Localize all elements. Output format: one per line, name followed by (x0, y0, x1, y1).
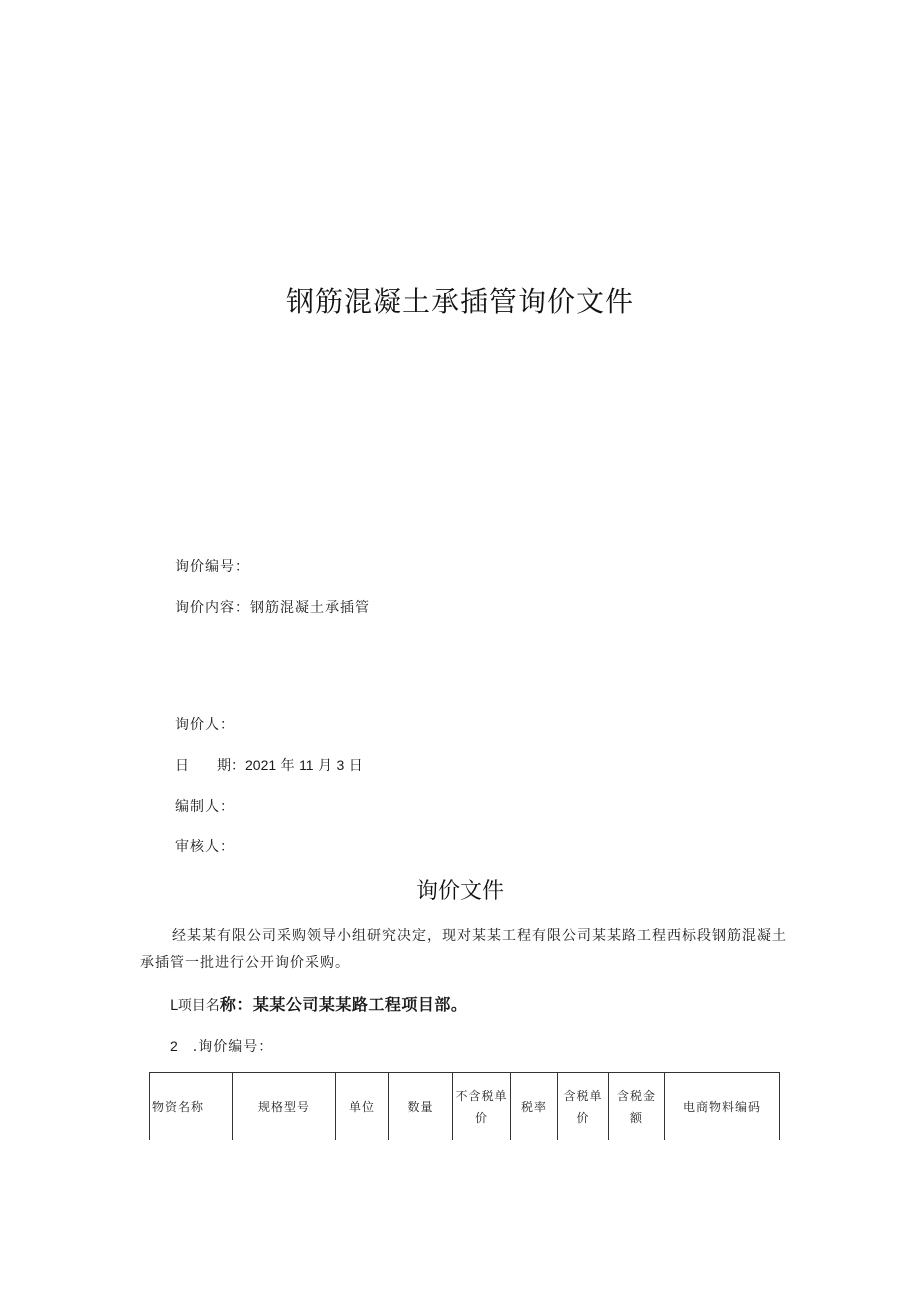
table-bottom-mask (140, 1140, 800, 1310)
date-year: 2021 (245, 757, 277, 773)
cover-title: 钢筋混凝土承插管询价文件 (285, 285, 634, 318)
header-cell: 物资名称 (150, 1073, 233, 1141)
editor-label: 编制人： (175, 799, 235, 815)
header-cell: 电商物料编码 (665, 1073, 780, 1141)
inquiry-number-item-num: 2 (170, 1038, 179, 1054)
date-label-part2: 期： (217, 758, 245, 774)
inquirer-label: 询价人： (175, 717, 235, 733)
header-cell: 税率 (511, 1073, 558, 1141)
project-name-prefix: L项目名 (170, 998, 220, 1014)
project-name-value: 称：某某公司某某路工程项目部。 (219, 995, 468, 1014)
date-row (175, 755, 363, 775)
editor-row (175, 796, 235, 816)
date-month-unit: 月 (318, 758, 333, 774)
materials-table (149, 1072, 780, 1141)
date-day-unit: 日 (348, 758, 363, 774)
inquiry-number-label: 询价编号： (175, 559, 250, 575)
reviewer-label: 审核人： (175, 839, 235, 855)
reviewer-row (175, 836, 235, 856)
inquiry-number-item (170, 1036, 273, 1056)
intro-paragraph: 经某某有限公司采购领导小组研究决定，现对某某工程有限公司某某路工程西标段钢筋混凝土承插管一批进行公开询价采购。 (140, 928, 787, 971)
inquiry-number-item-text: .询价编号： (192, 1039, 274, 1055)
inquirer-row (175, 714, 235, 734)
table-header-row (150, 1073, 780, 1141)
header-cell: 含税单 价 (558, 1073, 609, 1141)
date-label-part1: 日 (175, 758, 189, 774)
inquiry-content-value: 钢筋混凝土承插管 (250, 600, 370, 616)
date-day: 3 (336, 757, 345, 773)
document-title: 询价文件 (415, 879, 504, 904)
project-name-item (170, 992, 467, 1015)
inquiry-number-row (175, 556, 250, 576)
header-cell: 规格型号 (233, 1073, 336, 1141)
header-cell: 含税金 额 (609, 1073, 665, 1141)
date-year-unit: 年 (280, 758, 295, 774)
header-cell: 单位 (336, 1073, 389, 1141)
inquiry-content-row (175, 597, 370, 617)
date-month: 11 (299, 757, 314, 773)
inquiry-content-label: 询价内容： (175, 600, 250, 616)
header-cell: 数量 (389, 1073, 453, 1141)
header-cell: 不含税单 价 (453, 1073, 511, 1141)
